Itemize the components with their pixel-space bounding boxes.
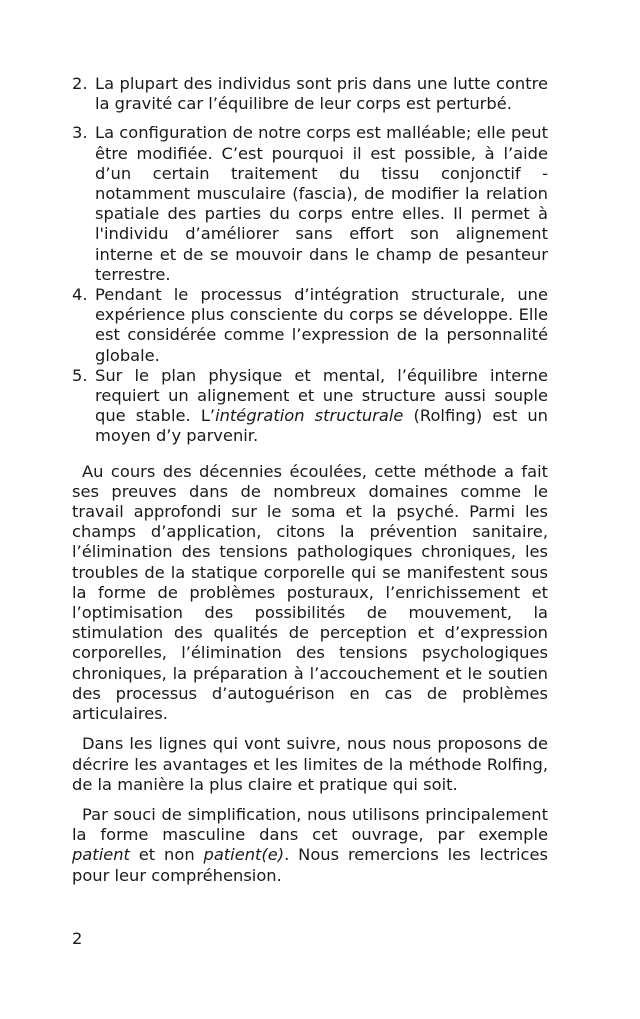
paragraph-text-before: Par souci de simplification, nous utilisons principalement la forme masculine dans cet ouvrage, par exemple (72, 804, 548, 845)
page-body (72, 74, 548, 886)
list-item-text: Pendant le processus d’intégration structurale, une expérience plus consciente du corps se développe. Elle est considérée comme l’expression de la personnalité globale. (95, 285, 548, 365)
paragraph (72, 462, 548, 725)
list-item-number: 4. (72, 285, 88, 305)
list-item (72, 123, 548, 285)
list-item-number: 2. (72, 74, 88, 93)
paragraph-italic-term: patient(e) (203, 845, 285, 865)
list-item-text: La configuration de notre corps est malléable; elle peut être modifiée. C’est pourquoi il est possible, à l’aide d’un certain traitement du tissu conjonctif - notamment musculaire (fascia), de modifier la relation spatiale des parties du corps entre elles. Il permet à l'individu d’améliorer sans effort son alignement interne et de se mouvoir dans le champ de pesanteur terrestre. (95, 123, 548, 284)
list-item (72, 366, 548, 447)
list-item-text-before: Sur le plan physique et mental, l’équilibre interne requiert un alignement et une structure aussi souple que stable. L’ (95, 365, 548, 426)
paragraph-text: Dans les lignes qui vont suivre, nous nous proposons de décrire les avantages et les limites de la méthode Rolfing, de la manière la plus claire et pratique qui soit. (72, 734, 548, 794)
paragraph (72, 734, 548, 795)
numbered-list (72, 74, 548, 447)
paragraph-text: Au cours des décennies écoulées, cette méthode a fait ses preuves dans de nombreux domaines comme le travail approfondi sur le soma et la psyché. Parmi les champs d’application, citons la prévention sanitaire, l’élimination des tensions pathologiques chroniques, les troubles de la statique corporelle qui se manifestent sous la forme de problèmes posturaux, l’enrichissement et l’optimisation des possibilités de mouvement, la stimulation des qualités de perception et d’expression corporelles, l’élimination des tensions psychologiques chroniques, la préparation à l’accouchement et le soutien des processus d’autoguérison en cas de problèmes articulaires. (72, 461, 548, 724)
list-item-italic-term: intégration structurale (215, 406, 404, 426)
paragraph (72, 805, 548, 886)
paragraph-text-middle: et non (129, 845, 204, 865)
list-item (72, 285, 548, 366)
list-item-text: La plupart des individus sont pris dans une lutte contre la gravité car l’équilibre de leur corps est perturbé. (95, 74, 548, 114)
paragraph-text-after: . Nous remercions les lectrices pour leur compréhension. (72, 845, 549, 885)
list-item-number: 5. (72, 365, 88, 385)
paragraph-italic-term: patient (72, 845, 130, 865)
list-item (72, 74, 548, 114)
list-item-text-after: (Rolfing) est un moyen d’y parvenir. (95, 406, 548, 446)
page-number: 2 (72, 929, 83, 948)
list-item-number: 3. (72, 123, 88, 143)
